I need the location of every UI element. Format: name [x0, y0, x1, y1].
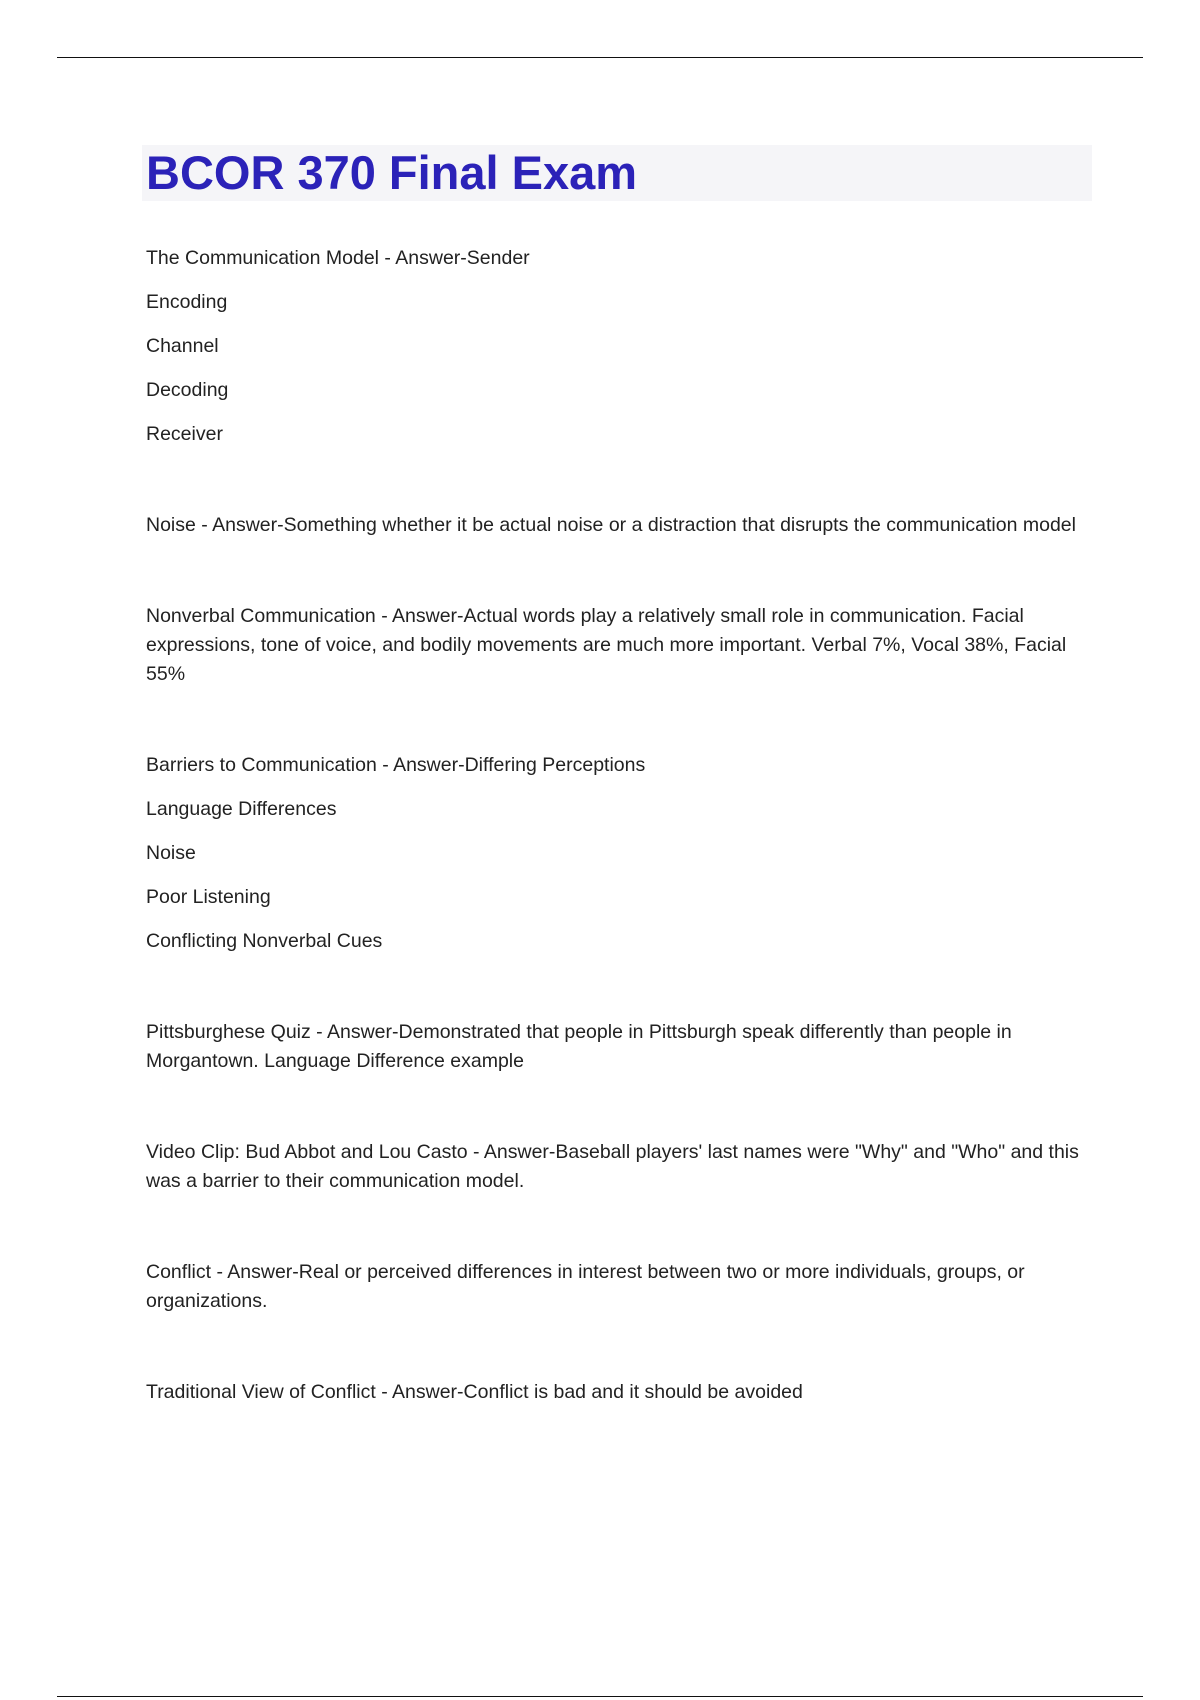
- flashcard-answer-line: Poor Listening: [146, 886, 271, 908]
- flashcard-text: Nonverbal Communication - Answer-Actual words play a relatively small role in communication. Facial expressions, tone of voice, and bodily movements are much more important. Verbal 7%, Vocal 38%, Facial 55%: [146, 605, 1067, 685]
- flashcard-text: Noise - Answer-Something whether it be actual noise or a distraction that disrupts the communication model: [146, 514, 1076, 536]
- flashcard-text: The Communication Model - Answer-Sender: [146, 247, 530, 269]
- document-title: BCOR 370 Final Exam: [146, 146, 638, 199]
- flashcard-answer-line: Channel: [146, 335, 219, 357]
- flashcard-answer-line: Encoding: [146, 291, 228, 313]
- flashcard-answer-line: Receiver: [146, 423, 223, 445]
- flashcard: [146, 1138, 1086, 1196]
- flashcard-text: Pittsburghese Quiz - Answer-Demonstrated that people in Pittsburgh speak differently than people in Morgantown. Language Difference example: [146, 1021, 1012, 1072]
- flashcard-answer-line: Language Differences: [146, 798, 337, 820]
- flashcard-answer-line: Noise: [146, 842, 196, 864]
- flashcard-answer-line: Decoding: [146, 379, 229, 401]
- flashcard: [146, 602, 1086, 689]
- flashcard-text: Conflict - Answer-Real or perceived differences in interest between two or more individuals, groups, or organizations.: [146, 1261, 1025, 1312]
- flashcard-text: Barriers to Communication - Answer-Differing Perceptions: [146, 754, 646, 776]
- flashcard-text: Video Clip: Bud Abbot and Lou Casto - Answer-Baseball players' last names were "Why" and "Who" and this was a barrier to their communication model.: [146, 1141, 1079, 1192]
- top-rule: [57, 57, 1143, 58]
- flashcard: [146, 1258, 1086, 1316]
- flashcard-answer-line: Conflicting Nonverbal Cues: [146, 930, 383, 952]
- flashcard: [146, 511, 1086, 540]
- flashcard-list: [146, 244, 1086, 1407]
- flashcard-text: Traditional View of Conflict - Answer-Conflict is bad and it should be avoided: [146, 1381, 803, 1403]
- flashcard: [146, 751, 1086, 956]
- flashcard: [146, 1378, 1086, 1407]
- flashcard: [146, 1018, 1086, 1076]
- flashcard: [146, 244, 1086, 449]
- bottom-rule: [57, 1696, 1143, 1697]
